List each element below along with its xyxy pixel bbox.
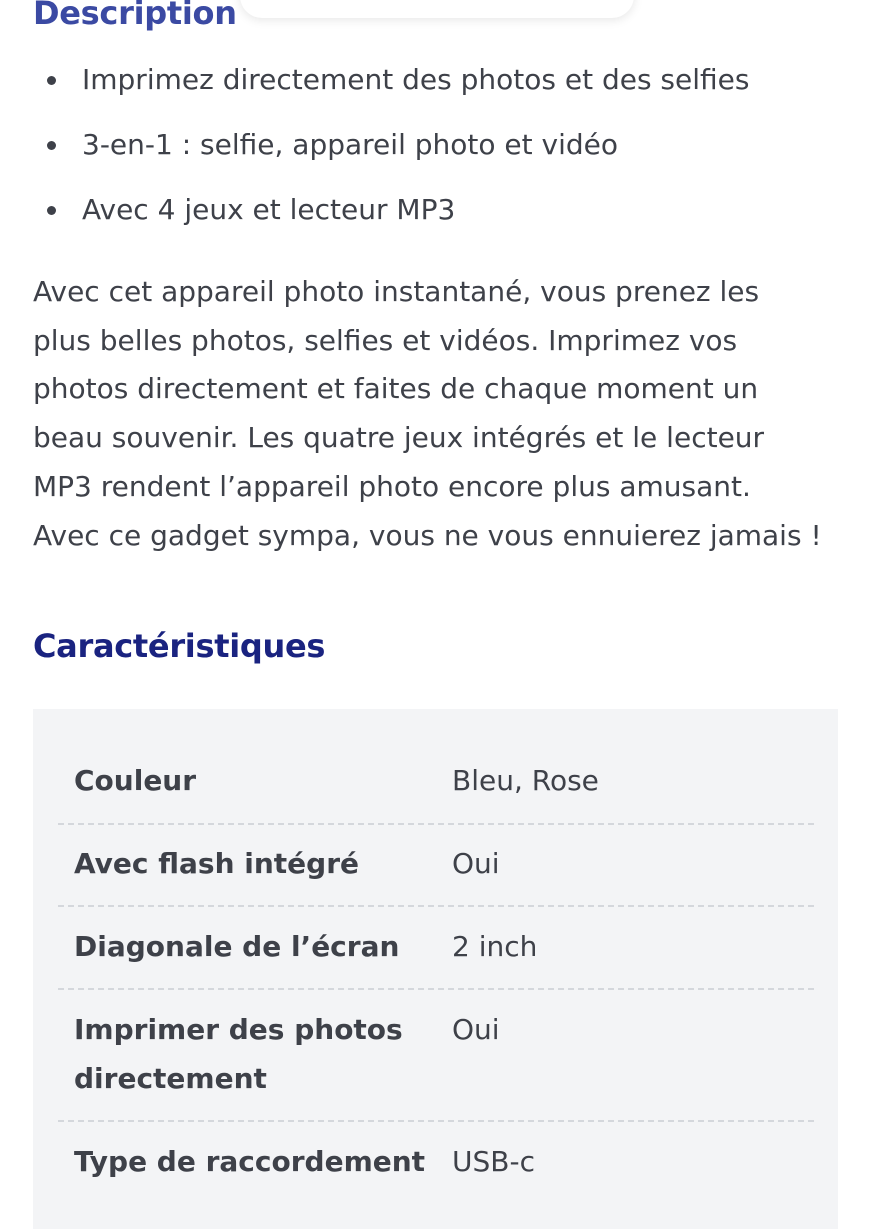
paragraph-line: Avec ce gadget sympa, vous ne vous ennuierez jamais !	[33, 518, 822, 552]
spec-label-line: Diagonale de l’écran	[74, 930, 400, 963]
spec-label-line: directement	[74, 1062, 267, 1095]
spec-row-flash	[58, 839, 814, 907]
spec-label-line: Imprimer des photos	[74, 1013, 403, 1046]
spec-value: 2 inch	[452, 930, 538, 963]
paragraph-line: plus belles photos, selfies et vidéos. Imprimez vos	[33, 323, 738, 357]
spec-row-raccordement	[58, 1137, 814, 1203]
spec-value: Oui	[452, 1013, 500, 1046]
paragraph-line: beau souvenir. Les quatre jeux intégrés et le lecteur	[33, 421, 765, 455]
description-paragraph	[33, 268, 853, 560]
spec-value: USB-c	[452, 1145, 535, 1178]
specs-table	[33, 709, 838, 1229]
specs-heading: Caractéristiques	[33, 627, 326, 665]
bullet-icon	[47, 141, 56, 150]
description-heading: Description	[33, 0, 237, 32]
spec-label	[74, 839, 434, 888]
feature-item	[33, 188, 749, 253]
bullet-icon	[47, 76, 56, 85]
spec-label-line: Type de raccordement	[74, 1145, 426, 1178]
paragraph-line: MP3 rendent l’appareil photo encore plus amusant.	[33, 469, 751, 503]
spec-label	[74, 922, 434, 971]
feature-text: Imprimez directement des photos et des selfies	[82, 63, 750, 96]
feature-item	[33, 123, 749, 188]
feature-list	[33, 58, 749, 253]
spec-row-imprimer	[58, 1005, 814, 1122]
bullet-icon	[47, 206, 56, 215]
spec-label-line: Avec flash intégré	[74, 847, 360, 880]
feature-item	[33, 58, 749, 123]
spec-label	[74, 1137, 434, 1186]
floating-bar-overlay	[240, 0, 634, 18]
feature-text: Avec 4 jeux et lecteur MP3	[82, 193, 456, 226]
paragraph-line: Avec cet appareil photo instantané, vous prenez les	[33, 275, 760, 308]
paragraph-line: photos directement et faites de chaque moment un	[33, 372, 759, 406]
feature-text: 3-en-1 : selfie, appareil photo et vidéo	[82, 128, 618, 161]
spec-label-line: Couleur	[74, 764, 197, 797]
spec-label	[74, 756, 434, 805]
spec-label	[74, 1005, 434, 1103]
spec-value: Oui	[452, 847, 500, 880]
spec-row-diagonale	[58, 922, 814, 990]
spec-value: Bleu, Rose	[452, 764, 599, 797]
spec-row-couleur	[58, 756, 814, 825]
